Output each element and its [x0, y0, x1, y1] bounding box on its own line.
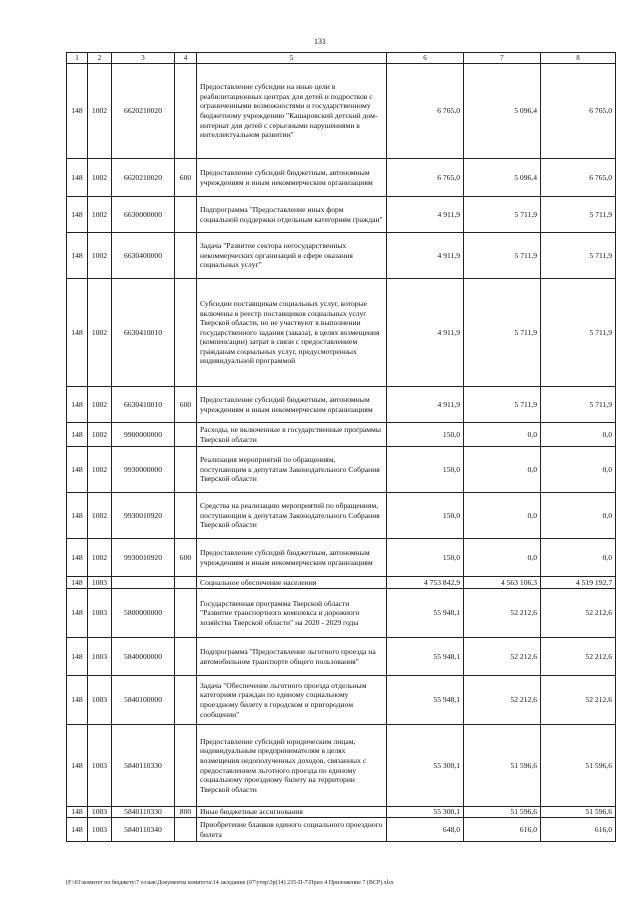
cell-amount-2: 51 596,6	[464, 725, 541, 807]
cell-amount-3: 0,0	[541, 447, 616, 493]
cell-amount-1: 55 300,1	[387, 725, 464, 807]
cell-target-code: 6630410010	[112, 387, 175, 423]
cell-expense-type: 600	[175, 159, 197, 197]
header-cell-4: 4	[175, 53, 197, 64]
cell-target-code: 6630000000	[112, 197, 175, 233]
cell-amount-2: 0,0	[464, 493, 541, 539]
cell-amount-3: 5 711,9	[541, 279, 616, 387]
cell-target-code: 9930010920	[112, 539, 175, 577]
cell-expense-type	[175, 423, 197, 447]
cell-description: Предоставление субсидий юридическим лицам, индивидуальным предпринимателям в целях возмещения недополученных доходов, связанных с предоставлением льготного проезда по единому социальному проездному билету на территории Тверской области	[197, 725, 387, 807]
cell-section: 148	[67, 423, 88, 447]
cell-description: Социальное обеспечение населения	[197, 577, 387, 589]
cell-amount-3: 52 212,6	[541, 638, 616, 676]
cell-expense-type: 800	[175, 807, 197, 818]
header-row	[67, 53, 616, 64]
cell-description: Подпрограмма "Предоставление льготного проезда на автомобильном транспорте общего пользования"	[197, 638, 387, 676]
header-cell-3: 3	[112, 53, 175, 64]
cell-amount-2: 5 096,4	[464, 64, 541, 159]
cell-target-code: 9930000000	[112, 447, 175, 493]
cell-section: 148	[67, 64, 88, 159]
table-row	[67, 676, 616, 725]
cell-amount-3: 52 212,6	[541, 676, 616, 725]
cell-expense-type: 600	[175, 387, 197, 423]
cell-amount-1: 4 911,9	[387, 279, 464, 387]
page-number: 131	[314, 37, 326, 46]
cell-expense-type	[175, 64, 197, 159]
cell-amount-1: 6 765,0	[387, 159, 464, 197]
cell-amount-3: 5 711,9	[541, 197, 616, 233]
cell-expense-type	[175, 577, 197, 589]
cell-target-code: 5840000000	[112, 638, 175, 676]
table-row	[67, 818, 616, 842]
cell-amount-1: 150,0	[387, 447, 464, 493]
cell-section: 148	[67, 159, 88, 197]
cell-subsection: 1002	[88, 279, 112, 387]
cell-target-code: 5800000000	[112, 589, 175, 638]
cell-target-code: 5840110330	[112, 807, 175, 818]
table-row	[67, 725, 616, 807]
table-row	[67, 589, 616, 638]
cell-section: 148	[67, 638, 88, 676]
cell-expense-type	[175, 725, 197, 807]
file-path-footer: (F:\01\комитет по бюджету\7 созыв\Документы комитета\14 заседание (07\утвр\3р(14) 235-П-7\Прил 4 Приложение 7 (ВСР).xlsx	[66, 880, 394, 886]
cell-amount-1: 6 765,0	[387, 64, 464, 159]
header-cell-8: 8	[541, 53, 616, 64]
cell-amount-3: 5 711,9	[541, 233, 616, 279]
cell-target-code: 9900000000	[112, 423, 175, 447]
cell-subsection: 1002	[88, 64, 112, 159]
cell-amount-3: 4 519 192,7	[541, 577, 616, 589]
cell-subsection: 1002	[88, 447, 112, 493]
cell-amount-2: 5 096,4	[464, 159, 541, 197]
cell-target-code: 5840110330	[112, 725, 175, 807]
cell-section: 148	[67, 589, 88, 638]
cell-expense-type	[175, 493, 197, 539]
cell-subsection: 1002	[88, 197, 112, 233]
cell-amount-1: 150,0	[387, 423, 464, 447]
cell-target-code: 6630400000	[112, 233, 175, 279]
cell-amount-3: 616,0	[541, 818, 616, 842]
cell-amount-2: 52 212,6	[464, 638, 541, 676]
cell-amount-3: 0,0	[541, 539, 616, 577]
cell-amount-1: 55 948,1	[387, 638, 464, 676]
table-row	[67, 279, 616, 387]
cell-expense-type	[175, 279, 197, 387]
table-row	[67, 64, 616, 159]
cell-subsection: 1003	[88, 577, 112, 589]
cell-amount-1: 4 911,9	[387, 197, 464, 233]
table-row	[67, 159, 616, 197]
cell-subsection: 1002	[88, 423, 112, 447]
cell-expense-type	[175, 233, 197, 279]
cell-section: 148	[67, 447, 88, 493]
cell-amount-1: 55 948,1	[387, 676, 464, 725]
table-row	[67, 493, 616, 539]
cell-amount-1: 55 300,1	[387, 807, 464, 818]
header-cell-2: 2	[88, 53, 112, 64]
cell-amount-2: 4 563 106,3	[464, 577, 541, 589]
cell-expense-type	[175, 638, 197, 676]
cell-subsection: 1003	[88, 589, 112, 638]
cell-amount-2: 0,0	[464, 539, 541, 577]
cell-expense-type	[175, 676, 197, 725]
cell-amount-1: 4 911,9	[387, 387, 464, 423]
cell-amount-2: 51 596,6	[464, 807, 541, 818]
cell-section: 148	[67, 539, 88, 577]
cell-amount-1: 648,0	[387, 818, 464, 842]
cell-amount-3: 51 596,6	[541, 807, 616, 818]
cell-description: Приобретение бланков единого социального проездного билета	[197, 818, 387, 842]
cell-description: Государственная программа Тверской области "Развитие транспортного комплекса и дорожного хозяйства Тверской области" на 2020 - 2029 годы	[197, 589, 387, 638]
cell-amount-2: 5 711,9	[464, 387, 541, 423]
cell-description: Расходы, не включенные в государственные программы Тверской области	[197, 423, 387, 447]
table-row	[67, 423, 616, 447]
cell-amount-1: 150,0	[387, 493, 464, 539]
cell-section: 148	[67, 387, 88, 423]
table-row	[67, 197, 616, 233]
cell-section: 148	[67, 493, 88, 539]
budget-table	[66, 52, 616, 842]
cell-subsection: 1002	[88, 493, 112, 539]
cell-amount-1: 55 948,1	[387, 589, 464, 638]
cell-description: Задача "Развитие сектора негосударственных некоммерческих организаций в сфере оказания социальных услуг"	[197, 233, 387, 279]
cell-section: 148	[67, 725, 88, 807]
cell-section: 148	[67, 807, 88, 818]
cell-subsection: 1003	[88, 818, 112, 842]
cell-amount-3: 51 596,6	[541, 725, 616, 807]
cell-amount-2: 5 711,9	[464, 279, 541, 387]
cell-target-code: 5840110340	[112, 818, 175, 842]
cell-amount-2: 5 711,9	[464, 233, 541, 279]
cell-amount-2: 616,0	[464, 818, 541, 842]
cell-amount-1: 150,0	[387, 539, 464, 577]
table-row	[67, 539, 616, 577]
cell-target-code	[112, 577, 175, 589]
cell-target-code: 6630410010	[112, 279, 175, 387]
cell-amount-2: 5 711,9	[464, 197, 541, 233]
header-cell-7: 7	[464, 53, 541, 64]
table-row	[67, 638, 616, 676]
cell-target-code: 5840100000	[112, 676, 175, 725]
cell-amount-3: 5 711,9	[541, 387, 616, 423]
cell-subsection: 1002	[88, 159, 112, 197]
cell-expense-type	[175, 197, 197, 233]
cell-description: Предоставление субсидий бюджетным, автономным учреждениям и иным некоммерческим организациям	[197, 539, 387, 577]
table-row	[67, 387, 616, 423]
cell-subsection: 1002	[88, 387, 112, 423]
cell-amount-3: 52 212,6	[541, 589, 616, 638]
cell-amount-1: 4 753 842,9	[387, 577, 464, 589]
cell-amount-2: 52 212,6	[464, 589, 541, 638]
table-row	[67, 447, 616, 493]
cell-description: Субсидии поставщикам социальных услуг, которые включены в реестр поставщиков социальных услуг Тверской области, но не участвуют в выполнении государственного задания (заказа), в целях возмещения (компенсации) затрат в связи с предоставлением гражданам социальных услуг, предусмотренных индивидуальной программой	[197, 279, 387, 387]
cell-subsection: 1003	[88, 676, 112, 725]
cell-amount-3: 6 765,0	[541, 159, 616, 197]
cell-section: 148	[67, 233, 88, 279]
cell-amount-1: 4 911,9	[387, 233, 464, 279]
cell-amount-3: 6 765,0	[541, 64, 616, 159]
cell-subsection: 1002	[88, 233, 112, 279]
cell-description: Подпрограмма "Предоставление иных форм социальной поддержки отдельным категориям граждан"	[197, 197, 387, 233]
header-cell-1: 1	[67, 53, 88, 64]
cell-expense-type	[175, 447, 197, 493]
cell-amount-2: 0,0	[464, 423, 541, 447]
cell-target-code: 9930010920	[112, 493, 175, 539]
header-cell-5: 5	[197, 53, 387, 64]
cell-description: Реализация мероприятий по обращениям, поступающим к депутатам Законодательного Собрания Тверской области	[197, 447, 387, 493]
table-row	[67, 807, 616, 818]
cell-expense-type	[175, 818, 197, 842]
cell-target-code: 6620210020	[112, 64, 175, 159]
cell-expense-type	[175, 589, 197, 638]
cell-subsection: 1003	[88, 807, 112, 818]
cell-section: 148	[67, 818, 88, 842]
cell-description: Предоставление субсидий бюджетным, автономным учреждениям и иным некоммерческим организациям	[197, 159, 387, 197]
cell-amount-3: 0,0	[541, 493, 616, 539]
cell-amount-2: 52 212,6	[464, 676, 541, 725]
table-row	[67, 577, 616, 589]
cell-section: 148	[67, 197, 88, 233]
cell-section: 148	[67, 279, 88, 387]
cell-expense-type: 600	[175, 539, 197, 577]
cell-description: Предоставление субсидии на иные цели в реабилитационных центрах для детей и подростков с ограниченными возможностями и государственному бюджетному учреждению "Кашаровский детский дом-интернат для детей с серьезными нарушениями в интеллектуальном развитии"	[197, 64, 387, 159]
cell-description: Предоставление субсидий бюджетным, автономным учреждениям и иным некоммерческим организациям	[197, 387, 387, 423]
cell-subsection: 1003	[88, 638, 112, 676]
cell-target-code: 6620210020	[112, 159, 175, 197]
cell-amount-2: 0,0	[464, 447, 541, 493]
cell-subsection: 1003	[88, 725, 112, 807]
cell-description: Задача "Обеспечение льготного проезда отдельным категориям граждан по единому социальному проездному билету в городском и пригородном сообщении"	[197, 676, 387, 725]
cell-section: 148	[67, 676, 88, 725]
header-cell-6: 6	[387, 53, 464, 64]
cell-description: Средства на реализацию мероприятий по обращениям, поступающим к депутатам Законодательного Собрания Тверской области	[197, 493, 387, 539]
cell-amount-3: 0,0	[541, 423, 616, 447]
cell-section: 148	[67, 577, 88, 589]
table-row	[67, 233, 616, 279]
cell-description: Иные бюджетные ассигнования	[197, 807, 387, 818]
cell-subsection: 1002	[88, 539, 112, 577]
